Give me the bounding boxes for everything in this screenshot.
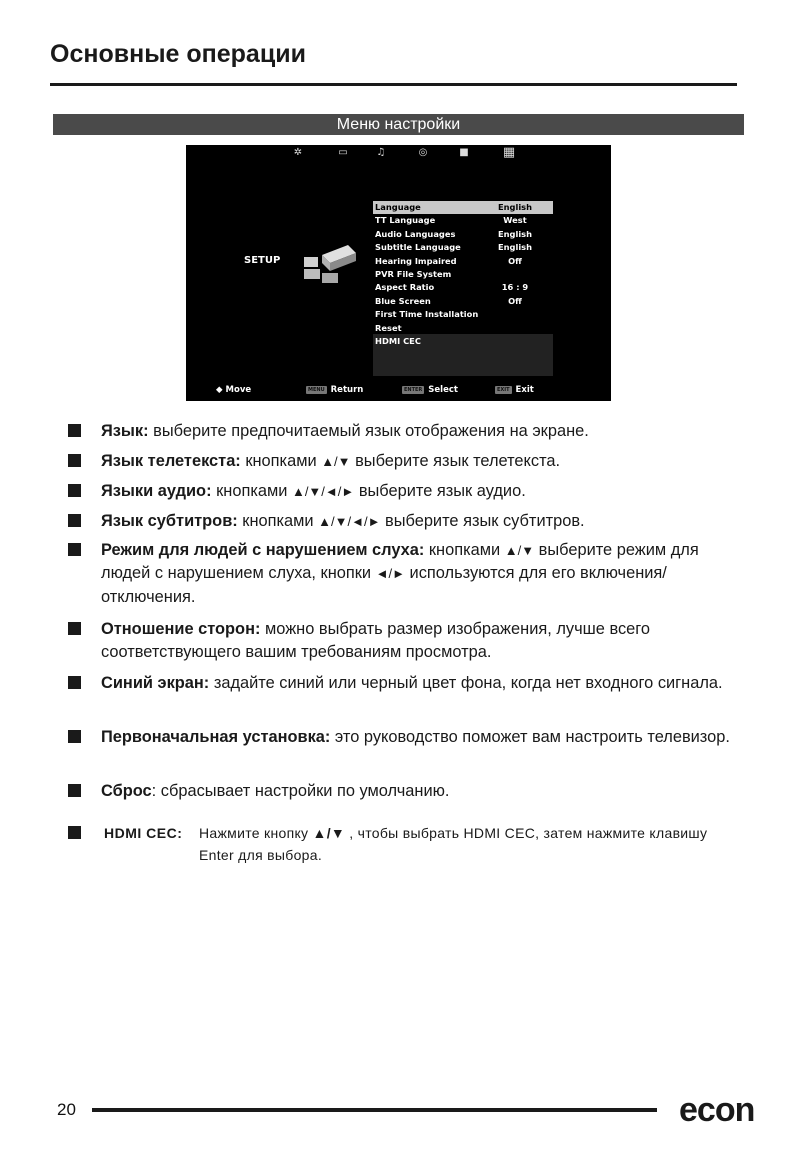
bullet-square-icon xyxy=(68,730,81,743)
arrow-keys-icon: ▲/▼ xyxy=(504,543,535,558)
menu-label: Aspect Ratio xyxy=(375,282,435,293)
menu-label: Hearing Impaired xyxy=(375,255,457,266)
item-desc: Нажмите кнопку xyxy=(199,825,313,841)
bullet-square-icon xyxy=(68,676,81,689)
item-desc: это руководство поможет вам настроить телевизор. xyxy=(330,728,730,746)
list-item-language xyxy=(68,420,738,443)
bullet-square-icon xyxy=(68,784,81,797)
bullet-square-icon xyxy=(68,622,81,635)
list-item-blue-screen xyxy=(68,672,738,695)
tv-menu-item-audio-languages[interactable] xyxy=(373,228,553,241)
tv-setup-screenshot xyxy=(186,145,611,401)
menu-value: English xyxy=(497,242,533,253)
arrow-keys-icon: ▲/▼/◄/► xyxy=(291,484,355,499)
move-arrows-icon: ◆ xyxy=(216,385,223,395)
item-term: Первоначальная установка: xyxy=(101,728,331,746)
item-desc: кнопками xyxy=(211,482,292,500)
tv-menu-item-language[interactable] xyxy=(373,201,553,214)
exit-key-icon: EXIT xyxy=(497,387,510,393)
tv-menu-item-subtitle-language[interactable] xyxy=(373,241,553,254)
item-desc: : сбрасывает настройки по умолчанию. xyxy=(151,782,450,800)
item-term: Сброс xyxy=(101,782,152,800)
tv-menu-item-hdmi-cec[interactable] xyxy=(373,335,553,348)
item-desc: выберите язык телетекста. xyxy=(350,452,561,470)
lock-icon: ■ xyxy=(459,147,469,158)
list-item-first-time-installation xyxy=(68,726,738,749)
footer-label: Return xyxy=(330,385,364,395)
tv-category-label: SETUP xyxy=(244,255,281,266)
picture-icon: ✲ xyxy=(293,147,303,158)
bullet-square-icon xyxy=(68,424,81,437)
bullet-square-icon xyxy=(68,484,81,497)
item-term: Синий экран: xyxy=(101,674,210,692)
item-term: Отношение сторон: xyxy=(101,620,261,638)
page-title: Основные операции xyxy=(50,40,306,68)
footer-label: Move xyxy=(225,385,252,395)
item-term: Язык телетекста: xyxy=(101,452,241,470)
item-term: HDMI CEC: xyxy=(104,825,183,841)
menu-value: Off xyxy=(508,255,522,266)
arrow-keys-icon: ▲/▼ xyxy=(312,825,346,841)
menu-label: HDMI CEC xyxy=(375,335,421,346)
item-desc: используются для его включения/отключения. xyxy=(101,564,667,606)
footer-rule xyxy=(92,1108,657,1112)
item-desc: выберите язык аудио. xyxy=(354,482,526,500)
tv-footer-move xyxy=(216,385,251,395)
list-item-hearing-impaired xyxy=(68,539,738,609)
bullet-square-icon xyxy=(68,514,81,527)
tv-menu-item-aspect-ratio[interactable] xyxy=(373,281,553,294)
item-desc: кнопками xyxy=(240,452,322,470)
menu-label: Audio Languages xyxy=(375,228,456,239)
bullet-square-icon xyxy=(68,543,81,556)
menu-label: First Time Installation xyxy=(375,309,479,320)
item-desc: кнопками xyxy=(424,541,505,559)
tv-setup-menu xyxy=(373,201,553,348)
footer-label: Exit xyxy=(515,385,534,395)
item-desc: кнопками xyxy=(237,512,319,530)
item-term: Режим для людей с нарушением слуха: xyxy=(101,541,425,559)
setup-grid-icon: ▦ xyxy=(502,145,516,160)
item-term: Языки аудио: xyxy=(101,482,212,500)
section-heading: Меню настройки xyxy=(53,114,744,135)
item-desc: можно выбрать размер изображения, лучше всего соответствующего вашим требованиям просмотра. xyxy=(101,620,651,662)
tv-menu-item-blue-screen[interactable] xyxy=(373,295,553,308)
enter-key-icon: ENTER xyxy=(404,387,423,393)
item-desc: выберите режим для людей с нарушением слуха, кнопки xyxy=(101,541,699,583)
title-rule xyxy=(50,83,737,86)
tv-menu-item-tt-language[interactable] xyxy=(373,214,553,227)
list-item-audio-languages xyxy=(68,480,738,503)
menu-label: TT Language xyxy=(375,215,436,226)
econ-logo xyxy=(679,1093,771,1127)
menu-label: Reset xyxy=(375,322,402,333)
item-term: Язык: xyxy=(101,422,149,440)
bullet-square-icon xyxy=(68,826,81,839)
tv-footer-select xyxy=(402,385,458,395)
list-item-subtitle-language xyxy=(68,510,738,533)
tv-menu-item-pvr-file-system[interactable] xyxy=(373,268,553,281)
item-desc: задайте синий или черный цвет фона, когда нет входного сигнала. xyxy=(209,674,723,692)
tv-menu-item-hearing-impaired[interactable] xyxy=(373,255,553,268)
menu-value: English xyxy=(497,228,533,239)
music-icon: ♫ xyxy=(376,147,386,158)
item-desc: выберите предпочитаемый язык отображения на экране. xyxy=(148,422,589,440)
menu-key-icon: MENU xyxy=(308,387,325,393)
tv-footer-return xyxy=(306,385,363,395)
tv-icon: ▭ xyxy=(338,147,348,158)
list-item-reset xyxy=(68,780,738,803)
menu-label: Subtitle Language xyxy=(375,242,461,253)
menu-label: Language xyxy=(375,202,421,212)
setup-blocks-icon xyxy=(300,233,360,293)
tv-menu-item-reset[interactable] xyxy=(373,322,553,335)
footer-label: Select xyxy=(428,385,458,395)
page-number: 20 xyxy=(57,1100,76,1119)
tv-menu-item-first-time-installation[interactable] xyxy=(373,308,553,321)
list-item-aspect-ratio xyxy=(68,618,738,665)
arrow-keys-icon: ▲/▼ xyxy=(321,454,351,469)
item-term: Язык субтитров: xyxy=(101,512,238,530)
menu-value: English xyxy=(497,202,533,212)
clock-icon: ◎ xyxy=(418,147,428,158)
menu-value: Off xyxy=(508,295,522,306)
menu-label: PVR File System xyxy=(375,268,452,279)
list-item-teletext-language xyxy=(68,450,738,473)
menu-value: 16 : 9 xyxy=(501,282,529,293)
menu-value: West xyxy=(503,215,527,226)
tv-footer-exit xyxy=(495,385,534,395)
bullet-square-icon xyxy=(68,454,81,467)
arrow-keys-icon: ◄/► xyxy=(375,566,405,582)
arrow-keys-icon: ▲/▼/◄/► xyxy=(318,514,381,529)
menu-label: Blue Screen xyxy=(375,295,431,306)
svg-text:econ: econ xyxy=(679,1093,755,1127)
item-desc: выберите язык субтитров. xyxy=(380,512,585,530)
item-desc: , чтобы выбрать HDMI CEC, затем нажмите клавишу Enter для выбора. xyxy=(199,825,708,863)
